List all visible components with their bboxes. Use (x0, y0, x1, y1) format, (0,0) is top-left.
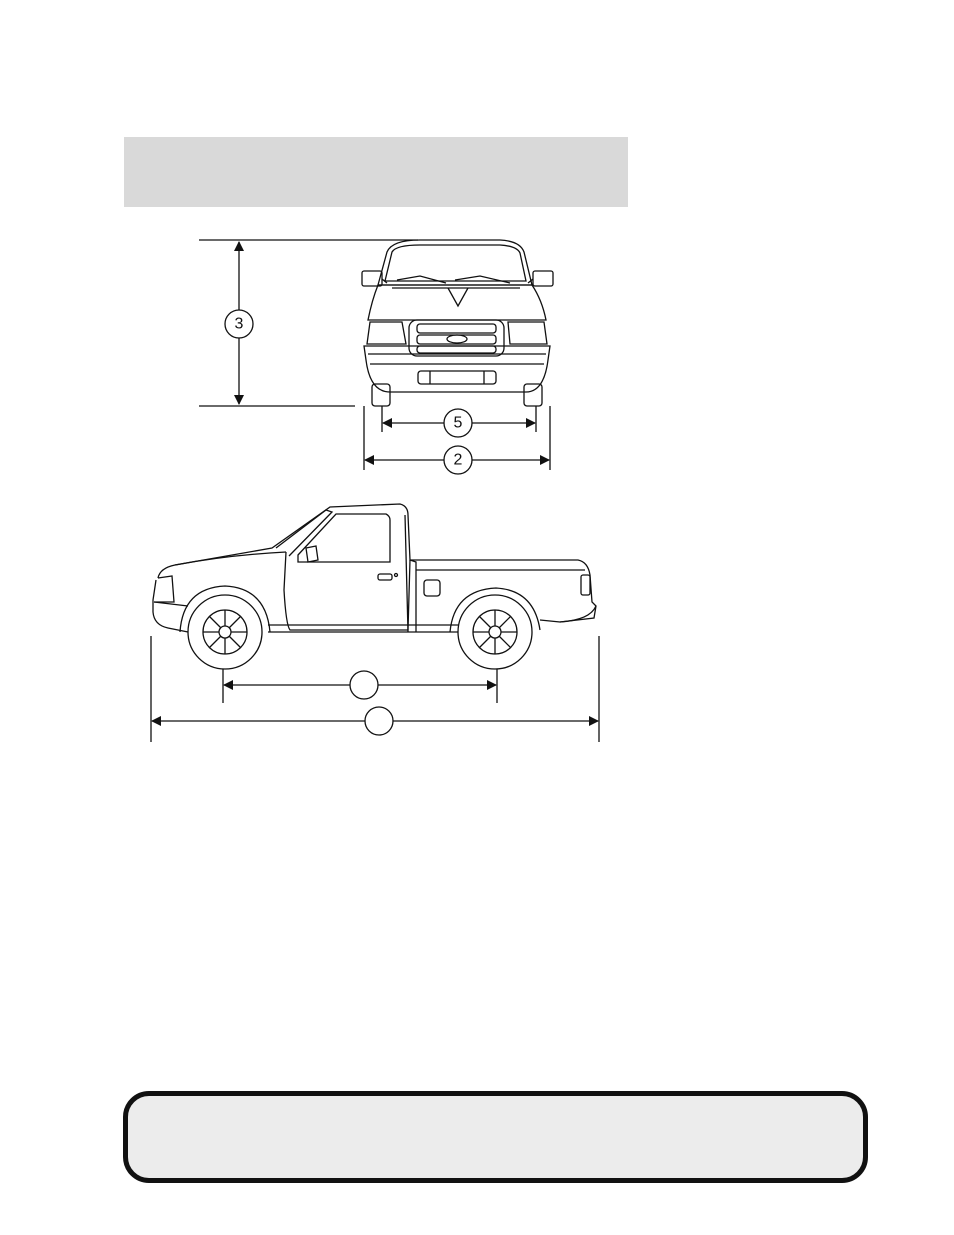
callout-track (444, 409, 472, 437)
callout-height (225, 310, 253, 338)
callout-wheelbase (350, 671, 378, 699)
callout-track-label: 5 (453, 414, 463, 432)
front-view-truck (362, 240, 553, 406)
callout-width-label: 2 (453, 451, 463, 469)
footer-box (123, 1091, 868, 1183)
front-wheel (188, 595, 262, 669)
rear-wheel (458, 595, 532, 669)
callout-length (365, 707, 393, 735)
side-view-truck (153, 504, 596, 632)
front-view-dimensions (199, 240, 550, 470)
callout-height-label: 3 (234, 315, 244, 333)
callout-width (444, 446, 472, 474)
